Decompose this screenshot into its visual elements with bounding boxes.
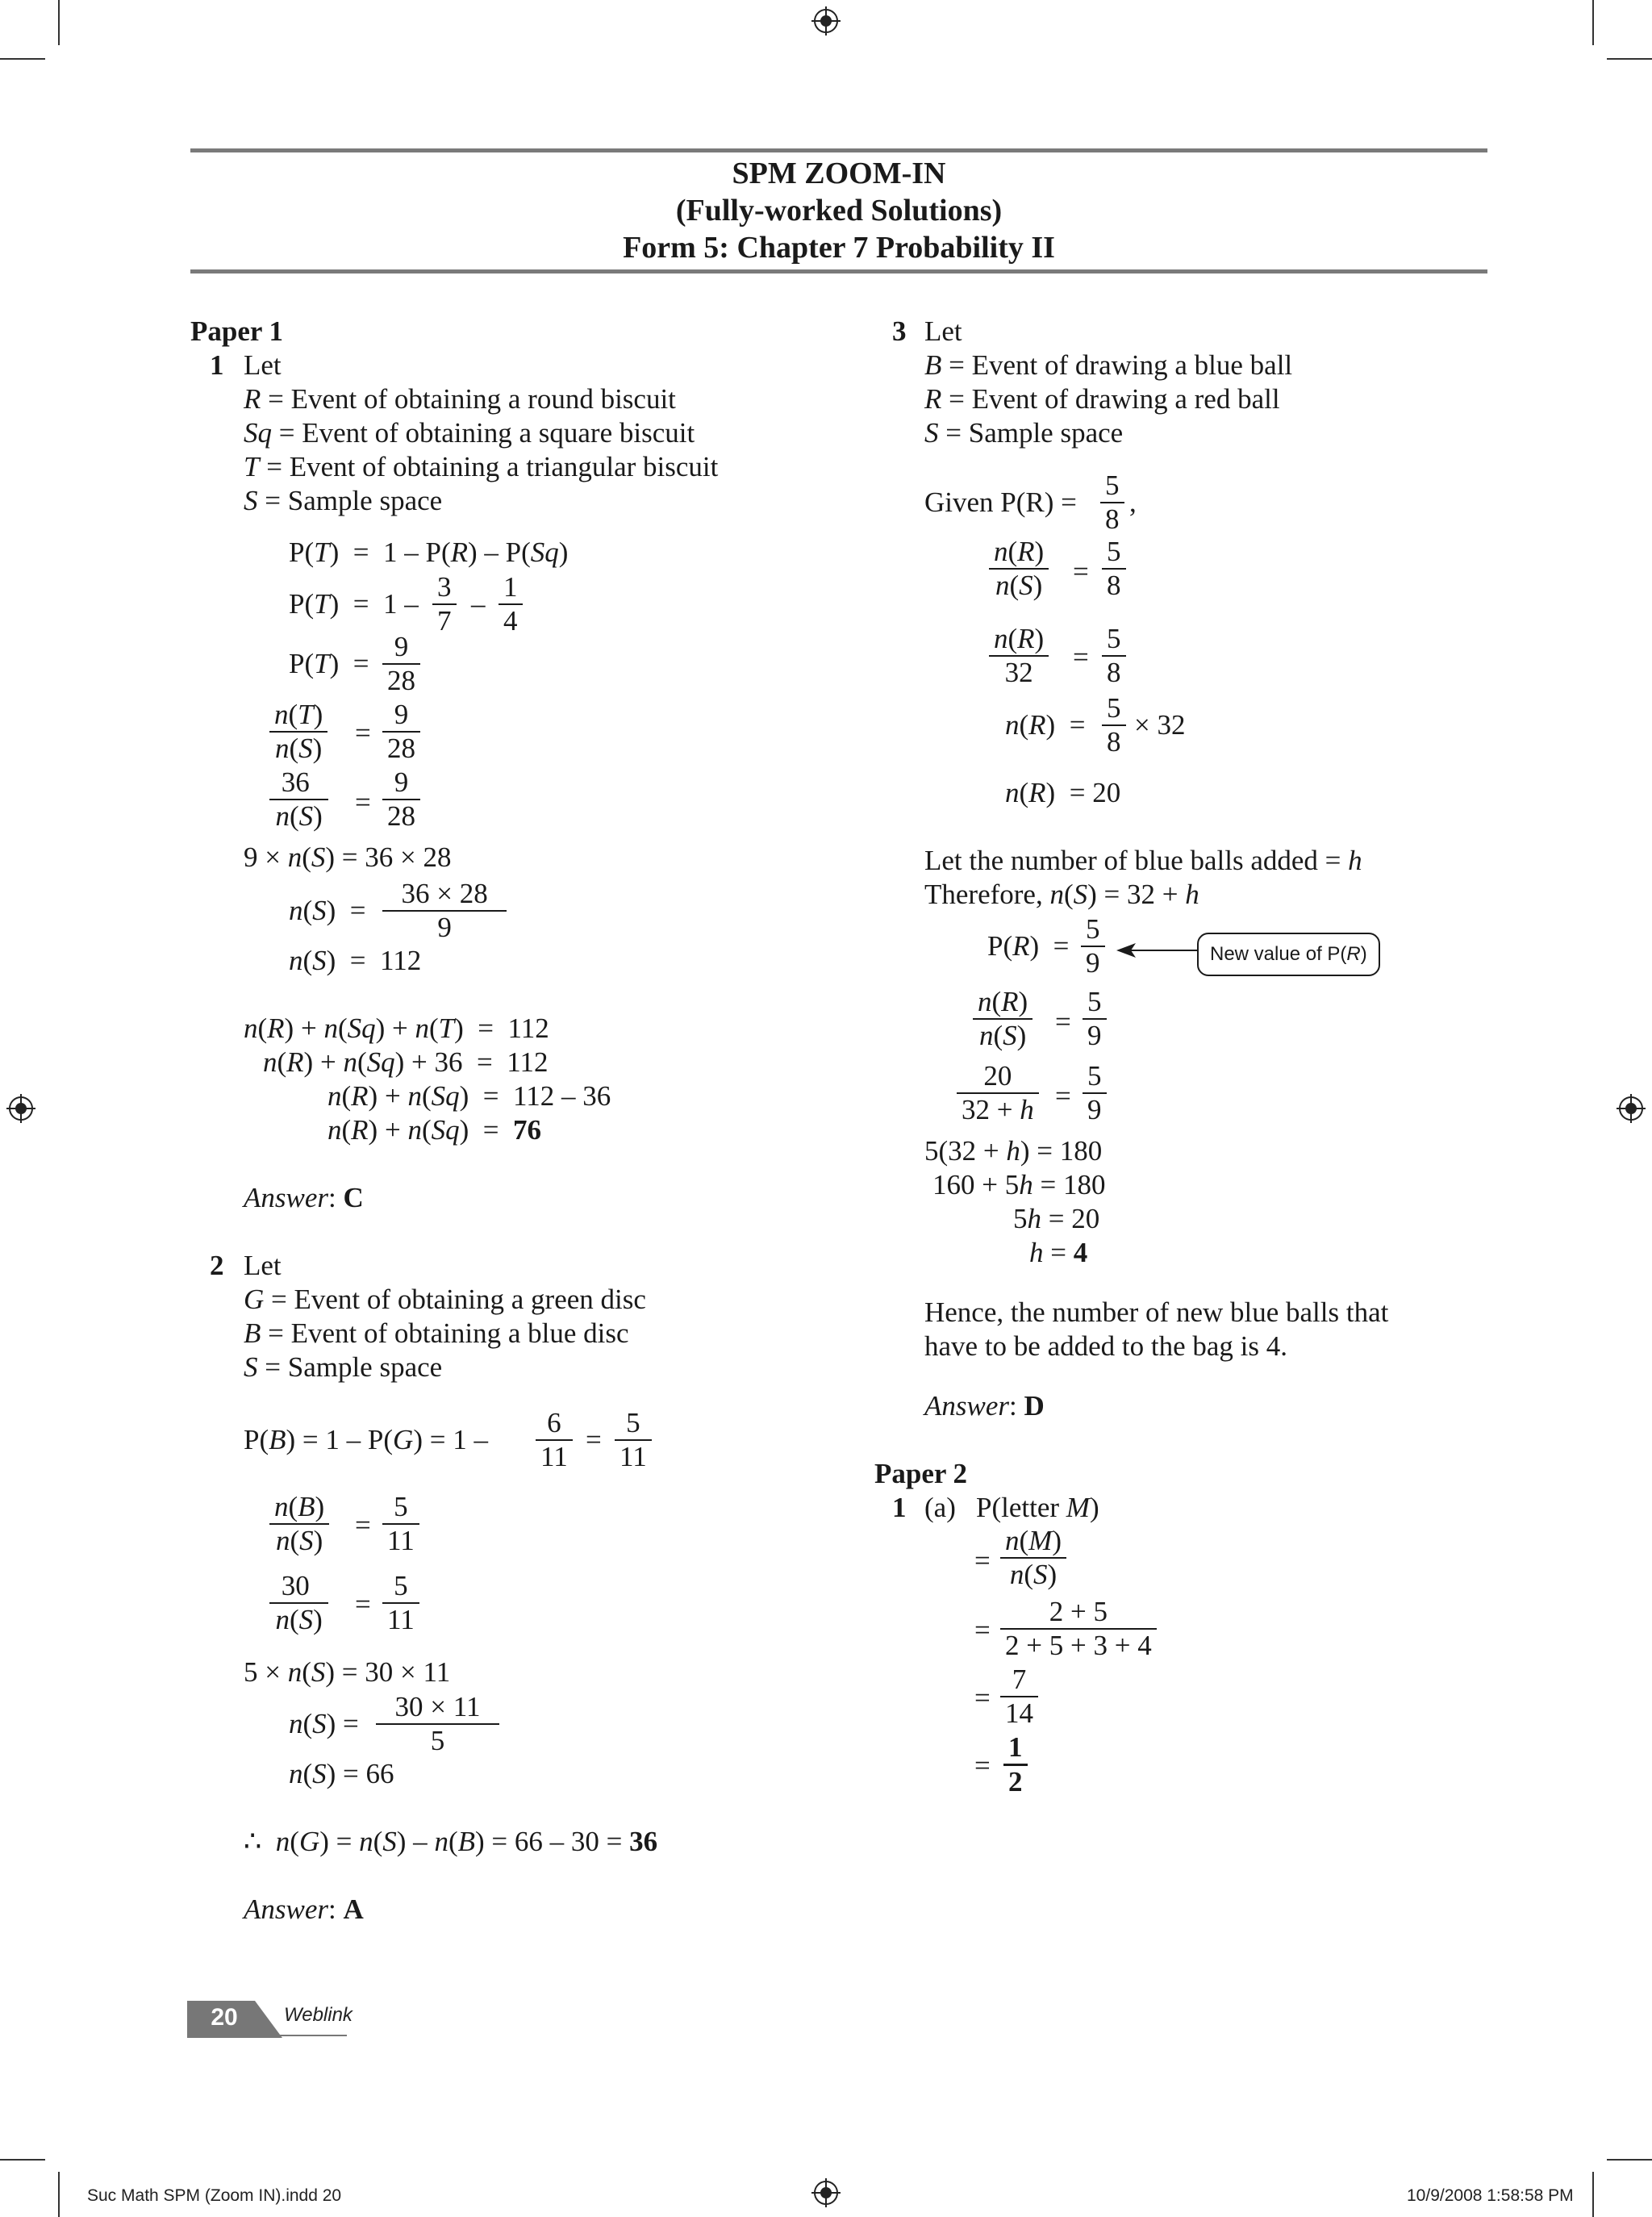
q2-def-b: B = Event of obtaining a blue disc [244,1317,629,1349]
fraction: 2 + 5 2 + 5 + 3 + 4 [1000,1596,1157,1662]
q1-let: Let [244,349,282,381]
q1-step-2: P(T) = 1 – [289,588,419,620]
q3-hence-1: Hence, the number of new blue balls that [924,1296,1389,1328]
q1-def-s: S = Sample space [244,485,443,516]
q1-step-9: n(R) + n(Sq) + n(T) = 112 [244,1012,549,1044]
fraction: 9 28 [382,699,420,765]
fraction: 6 11 [536,1407,573,1473]
fraction: 5 8 [1100,470,1124,536]
fraction: 3 7 [432,571,457,637]
fraction: 5 11 [382,1570,419,1636]
fraction: 5 8 [1102,692,1126,758]
equals: = [974,1614,991,1646]
q3-let: Let [924,315,962,347]
q2-def-g: G = Event of obtaining a green disc [244,1284,646,1315]
q3-step-8: 5(32 + h) = 180 [924,1135,1103,1167]
new-value-callout: New value of P(R) [1197,933,1380,976]
equals: = [355,717,371,749]
fraction: n(T) n(S) [269,699,327,765]
paper2-heading: Paper 2 [874,1458,968,1489]
q3-times: × 32 [1134,709,1186,741]
fraction: 36 n(S) [269,766,328,833]
q3-step-10: 5h = 20 [1013,1203,1100,1234]
page-subtitle: (Fully-worked Solutions) [675,194,1003,228]
q3-def-b: B = Event of drawing a blue ball [924,349,1293,381]
q3-step-4: n(R) = 20 [1005,777,1121,808]
equals: = [355,787,371,818]
q2-step-6: n(S) = 66 [289,1758,394,1789]
p2-q1-label: P(letter M) [976,1492,1099,1523]
q1-step-12: n(R) + n(Sq) = 76 [327,1114,542,1146]
q1-def-sq: Sq = Event of obtaining a square biscuit [244,417,695,449]
q1-minus: – [471,588,486,620]
equals: = [1073,641,1089,673]
weblink-label: Weblink [284,2004,353,2026]
q1-step-11: n(R) + n(Sq) = 112 – 36 [327,1080,611,1112]
equals: = [974,1545,991,1576]
page-number: 20 [211,2004,238,2031]
fraction: 5 9 [1083,986,1107,1052]
equals: = [355,1509,371,1541]
q2-def-s: S = Sample space [244,1351,443,1383]
equals: = [974,1750,991,1781]
callout-arrow-line [1128,950,1199,951]
q3-step-3: n(R) = [1005,709,1086,741]
file-name: Suc Math SPM (Zoom IN).indd 20 [87,2186,342,2205]
q1-step-8: n(S) = 112 [289,945,422,976]
fraction: 9 28 [382,766,420,833]
fraction: 5 8 [1102,623,1126,689]
q1-def-t: T = Event of obtaining a triangular biscuit [244,451,719,482]
q3-step-9: 160 + 5h = 180 [932,1169,1106,1200]
equals: = [1055,1080,1071,1112]
q1-number: 1 [210,349,224,381]
paper1-heading: Paper 1 [190,315,284,347]
q3-def-s: S = Sample space [924,417,1124,449]
fraction: 5 8 [1102,536,1126,602]
q3-hence-2: have to be added to the bag is 4. [924,1330,1288,1362]
q1-def-r: R = Event of obtaining a round biscuit [244,383,676,415]
q2-let: Let [244,1250,282,1281]
fraction: n(R) n(S) [989,536,1049,602]
comma: , [1129,486,1137,518]
fraction: n(M) n(S) [1000,1525,1066,1591]
fraction: 5 9 [1083,1060,1107,1126]
q1-step-3: P(T) = [289,648,369,679]
q3-step-5: P(R) = [987,930,1070,962]
q1-answer: Answer: C [244,1182,364,1213]
q3-answer: Answer: D [924,1390,1045,1422]
fraction: 5 9 [1081,913,1105,979]
q3-therefore: Therefore, n(S) = 32 + h [924,879,1199,910]
page-title: SPM ZOOM-IN [732,157,946,190]
q1-step-6: 9 × n(S) = 36 × 28 [244,841,452,873]
p2-q1-number: 1 [892,1492,907,1523]
q3-number: 3 [892,315,907,347]
fraction: n(R) n(S) [973,986,1032,1052]
chapter-title: Form 5: Chapter 7 Probability II [623,231,1055,265]
q2-step-1: P(B) = 1 – P(G) = 1 – [244,1424,488,1455]
q3-def-r: R = Event of drawing a red ball [924,383,1280,415]
q1-step-7: n(S) = [289,895,366,926]
q3-step-11: h = 4 [1029,1237,1088,1268]
fraction: n(B) n(S) [269,1491,329,1557]
fraction: 30 n(S) [269,1570,328,1636]
q2-number: 2 [210,1250,224,1281]
q1-step-10: n(R) + n(Sq) + 36 = 112 [263,1046,549,1078]
fraction: 7 14 [1000,1664,1038,1730]
timestamp: 10/9/2008 1:58:58 PM [1407,2186,1574,2205]
fraction: 36 × 28 9 [382,878,507,944]
fraction: 1 4 [499,571,523,637]
arrow-left-icon [1116,941,1136,959]
fraction: 5 11 [382,1491,419,1557]
fraction: 9 28 [382,631,420,697]
q2-step-4: 5 × n(S) = 30 × 11 [244,1656,451,1688]
equals: = [355,1589,371,1620]
q2-step-7: ∴ n(G) = n(S) – n(B) = 66 – 30 = 36 [244,1826,658,1857]
weblink-underline [269,2035,347,2036]
fraction: n(R) 32 [989,623,1049,689]
equals: = [1055,1006,1071,1038]
equals: = [1073,556,1089,587]
q1-step-1: P(T) = 1 – P(R) – P(Sq) [289,537,569,568]
q2-step-5: n(S) = [289,1708,359,1739]
equals: = [974,1682,991,1714]
q2-answer: Answer: A [244,1893,364,1925]
q3-let-added: Let the number of blue balls added = h [924,845,1362,876]
fraction: 5 11 [615,1407,652,1473]
fraction: 30 × 11 5 [376,1691,499,1757]
q3-given: Given P(R) = [924,486,1077,518]
p2-q1-part: (a) [924,1492,956,1523]
fraction: 1 2 [1003,1731,1028,1798]
equals: = [586,1424,602,1455]
fraction: 20 32 + h [957,1060,1039,1126]
